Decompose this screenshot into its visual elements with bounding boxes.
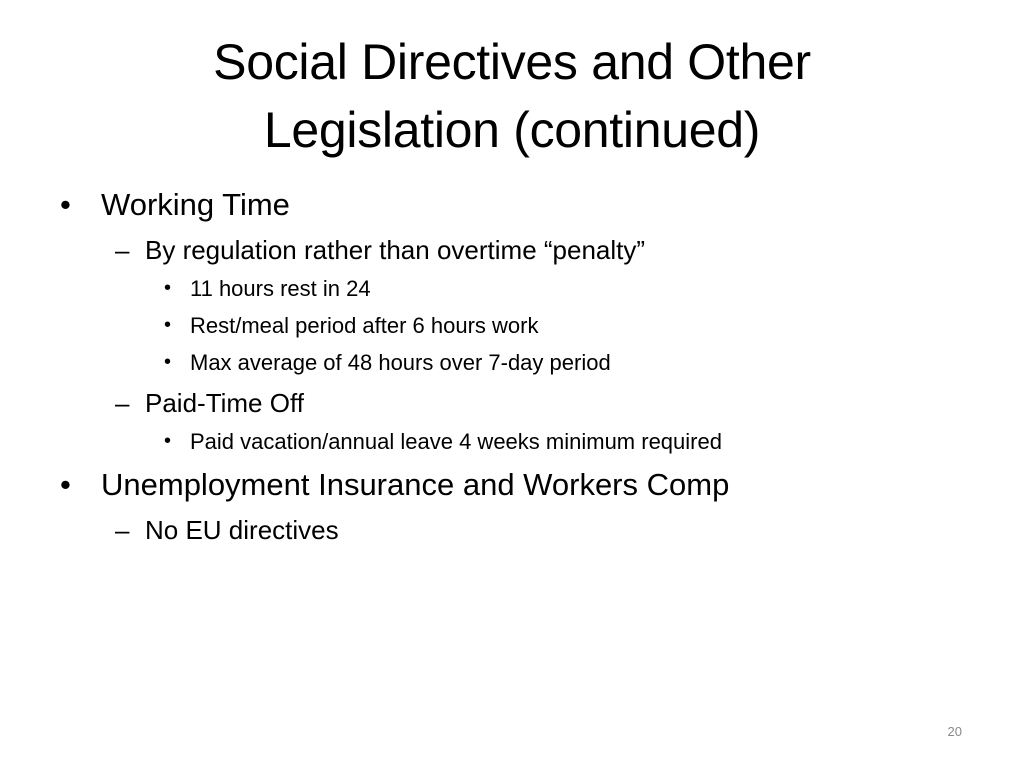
detail-bullet-text: Rest/meal period after 6 hours work — [190, 313, 539, 338]
sub-bullet-paid-time-off — [60, 384, 960, 422]
sub-bullet-regulation — [60, 231, 960, 269]
bullet-dot-icon: • — [164, 277, 172, 299]
detail-bullet-meal-period — [60, 310, 960, 341]
slide-body — [60, 183, 960, 553]
bullet-dot-icon: • — [164, 314, 172, 336]
bullet-dot-icon: • — [164, 351, 172, 373]
slide-title-line-2: Legislation (continued) — [263, 102, 761, 158]
dash-icon: – — [115, 235, 130, 265]
sub-bullet-text: By regulation rather than overtime “penalty” — [145, 235, 646, 265]
sub-bullet-text: Paid-Time Off — [145, 388, 304, 418]
detail-bullet-text: 11 hours rest in 24 — [190, 276, 371, 301]
bullet-dot-icon: • — [60, 467, 71, 502]
detail-bullet-text: Max average of 48 hours over 7-day period — [190, 350, 611, 375]
bullet-text: Unemployment Insurance and Workers Comp — [101, 467, 730, 502]
bullet-text: Working Time — [101, 187, 290, 222]
dash-icon: – — [115, 388, 130, 418]
slide-title — [60, 28, 964, 164]
detail-bullet-rest-hours — [60, 273, 960, 304]
sub-bullet-no-eu-directives — [60, 511, 960, 549]
dash-icon: – — [115, 515, 130, 545]
detail-bullet-vacation — [60, 426, 960, 457]
page-number: 20 — [947, 724, 962, 739]
sub-bullet-text: No EU directives — [145, 515, 339, 545]
bullet-dot-icon: • — [60, 187, 71, 222]
detail-bullet-text: Paid vacation/annual leave 4 weeks minimum required — [190, 429, 722, 454]
bullet-dot-icon: • — [164, 430, 172, 452]
bullet-unemployment — [60, 463, 960, 507]
bullet-working-time — [60, 183, 960, 227]
detail-bullet-max-average — [60, 347, 960, 378]
slide-title-line-1: Social Directives and Other — [213, 34, 811, 90]
